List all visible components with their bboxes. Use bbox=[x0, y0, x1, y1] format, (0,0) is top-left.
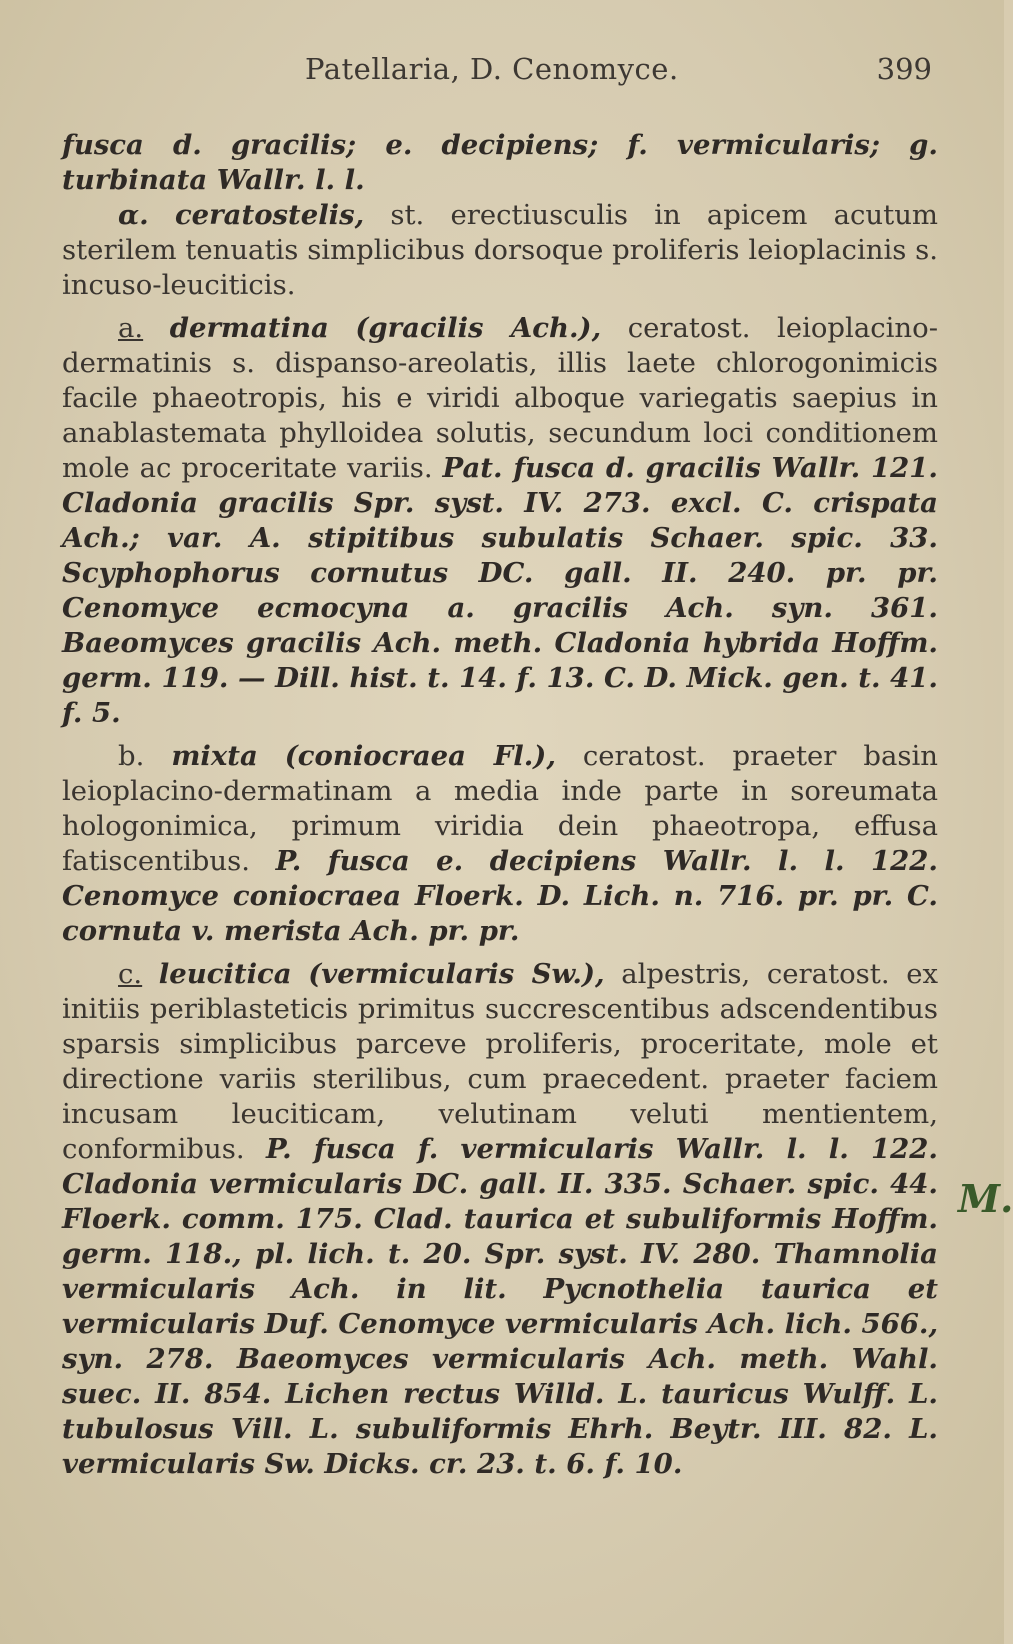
variety-label: α. bbox=[118, 199, 149, 231]
variety-description: ceratost. praeter basin leioplacino-dermatinam a media inde parte in soreumata hologonimica, primum viridia dein phaeotropa, effusa fatiscentibus. bbox=[62, 740, 938, 877]
variety-description: alpestris, ceratost. ex initiis periblasteticis primitus succrescentibus adscendentibus sparsis simplicibus parceve proliferis, proceritate, mole et directione variis sterilibus, cum praecedent. praeter faciem incusam leuciticam, velutinam veluti mentientem, conformibus. bbox=[62, 958, 938, 1165]
running-title: Patellaria, D. Cenomyce. bbox=[305, 52, 679, 86]
page-number: 399 bbox=[876, 52, 932, 86]
variety-references: P. fusca f. vermicularis Wallr. l. l. 122. Cladonia vermicularis DC. gall. II. 335. Schaer. spic. 44. Floerk. comm. 175. Clad. taurica et subuliformis Hoffm. germ. 118., pl. lich. t. 20. Spr. syst. IV. 280. Thamnolia vermicularis Ach. in lit. Pycnothelia taurica et vermicularis Duf. Cenomyce vermicularis Ach. lich. 566., syn. 278. Baeomyces vermicularis Ach. meth. Wahl. suec. II. 854. Lichen rectus Willd. L. tauricus Wulff. L. tubulosus Vill. L. subuliformis Ehrh. Beytr. III. 82. L. vermicularis Sw. Dicks. cr. 23. t. 6. f. 10. bbox=[62, 1133, 939, 1480]
paragraph-a bbox=[62, 311, 938, 731]
paragraph-intro bbox=[62, 128, 938, 198]
variety-label: b. bbox=[118, 740, 145, 772]
variety-references: Pat. fusca d. gracilis Wallr. 121. Cladonia gracilis Spr. syst. IV. 273. excl. C. crispata Ach.; var. A. stipitibus subulatis Schaer. spic. 33. Scyphophorus cornutus DC. gall. II. 240. pr. pr. Cenomyce ecmocyna a. gracilis Ach. syn. 361. Baeomyces gracilis Ach. meth. Cladonia hybrida Hoffm. germ. 119. — Dill. hist. t. 14. f. 13. C. D. Mick. gen. t. 41. f. 5. bbox=[62, 452, 938, 729]
variety-description: ceratost. leioplacino-dermatinis s. dispanso-areolatis, illis laete chlorogonimicis facile phaeotropis, his e viridi alboque variegatis saepius in anablastemata phylloidea solutis, secundum loci conditionem mole ac proceritate variis. bbox=[62, 312, 938, 484]
variety-synonym: (gracilis Ach.), bbox=[355, 312, 602, 344]
paragraph-intro-text: fusca d. gracilis; e. decipiens; f. vermicularis; g. turbinata Wallr. l. l. bbox=[62, 129, 938, 196]
variety-synonym: (vermicularis Sw.), bbox=[308, 958, 605, 990]
variety-references: P. fusca e. decipiens Wallr. l. l. 122. Cenomyce coniocraea Floerk. D. Lich. n. 716. pr. pr. C. cornuta v. merista Ach. pr. pr. bbox=[62, 845, 939, 947]
variety-name: leucitica bbox=[158, 958, 292, 990]
paragraph-alpha bbox=[62, 198, 938, 303]
variety-name: dermatina bbox=[169, 312, 329, 344]
variety-name: ceratostelis, bbox=[174, 199, 365, 231]
paragraph-b bbox=[62, 739, 938, 949]
variety-description: st. erectiusculis in apicem acutum sterilem tenuatis simplicibus dorsoque proliferis leioplacinis s. incuso-leuciticis. bbox=[62, 199, 938, 301]
variety-synonym: (coniocraea Fl.), bbox=[284, 740, 556, 772]
paragraph-c bbox=[62, 957, 938, 1482]
page-header bbox=[0, 52, 1004, 92]
variety-label: c. bbox=[118, 958, 143, 990]
variety-label: a. bbox=[118, 312, 144, 344]
margin-annotation: M. bbox=[958, 1176, 1013, 1221]
page-body bbox=[62, 128, 938, 1482]
variety-name: mixta bbox=[171, 740, 258, 772]
